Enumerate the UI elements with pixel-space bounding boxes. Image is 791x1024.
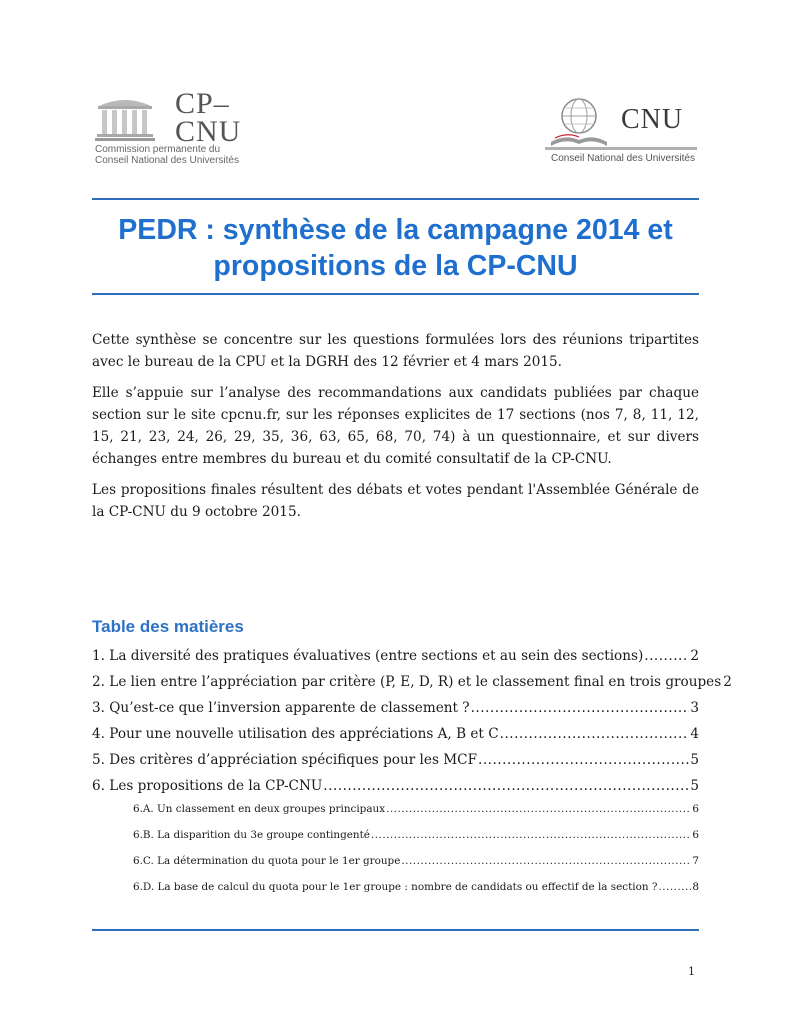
toc-entry-text: 6. Les propositions de la CP-CNU xyxy=(92,778,323,794)
toc-entry[interactable] xyxy=(92,726,699,742)
toc-entry[interactable] xyxy=(92,778,699,794)
toc-entry-page: 2 xyxy=(690,648,699,664)
toc-entry-page: 4 xyxy=(690,726,699,742)
toc-subentry[interactable] xyxy=(133,855,699,867)
globe-book-icon xyxy=(545,94,611,150)
cp-cnu-logo-subtitle xyxy=(95,144,239,166)
toc-leader xyxy=(658,881,691,893)
toc-entry-page: 3 xyxy=(690,700,699,716)
toc-leader xyxy=(644,648,689,664)
cp-cnu-subtitle-line1: Commission permanente du xyxy=(95,144,221,155)
cnu-logo-subtitle: Conseil National des Universités xyxy=(551,153,695,164)
toc-entry-page: 5 xyxy=(690,778,699,794)
cp-cnu-logo xyxy=(93,87,263,170)
cp-cnu-logo-title-line2: CNU xyxy=(175,115,242,148)
intro-paragraph-2: Elle s’appuie sur l’analyse des recommandations aux candidats publiées par chaque section sur le site cpcnu.fr, sur les réponses explicites de 17 sections (nos 7, 8, 11, 12, 15, 21, 23, 24, 26, 29, 35, 36, 63, 65, 68, 70, 74) à un questionnaire, et sur divers échanges entre membres du bureau et du comité consultatif de la CP-CNU. xyxy=(92,385,699,467)
cp-cnu-logo-title xyxy=(175,87,242,148)
toc-entry-text: 3. Qu’est-ce que l’inversion apparente de classement ? xyxy=(92,700,470,716)
toc-entry-page: 8 xyxy=(692,881,699,893)
toc-entry[interactable] xyxy=(92,752,699,768)
cnu-logo xyxy=(545,94,705,170)
toc-leader xyxy=(386,803,691,815)
toc-leader xyxy=(478,752,689,768)
toc-subentry[interactable] xyxy=(133,881,699,893)
toc-entry-text: 4. Pour une nouvelle utilisation des appréciations A, B et C xyxy=(92,726,499,742)
toc-entry-text: 6.A. Un classement en deux groupes principaux xyxy=(133,803,386,815)
cp-cnu-logo-title-line1: CP– xyxy=(175,87,230,120)
page-number: 1 xyxy=(688,965,695,978)
toc-leader xyxy=(500,726,690,742)
toc-entry-page: 7 xyxy=(692,855,699,867)
toc-entry-page: 2 xyxy=(723,674,732,690)
toc-entry-text: 6.D. La base de calcul du quota pour le 1er groupe : nombre de candidats ou effectif de la section ? xyxy=(133,881,658,893)
toc-subentry[interactable] xyxy=(133,829,699,841)
toc-entry-text: 1. La diversité des pratiques évaluatives (entre sections et au sein des sections) xyxy=(92,648,644,664)
toc-entry[interactable] xyxy=(92,700,699,716)
toc-entry-text: 6.C. La détermination du quota pour le 1er groupe xyxy=(133,855,401,867)
toc-leader xyxy=(371,829,691,841)
toc-entry-text: 6.B. La disparition du 3e groupe contingenté xyxy=(133,829,370,841)
toc-entry-page: 6 xyxy=(692,829,699,841)
toc-leader xyxy=(401,855,691,867)
cnu-logo-title: CNU xyxy=(621,104,684,135)
title-bottom-rule xyxy=(92,293,699,295)
toc-entry-text: 2. Le lien entre l’appréciation par critère (P, E, D, R) et le classement final en trois groupes xyxy=(92,674,722,690)
intro-paragraph-3: Les propositions finales résultent des débats et votes pendant l'Assemblée Générale de la CP-CNU du 9 octobre 2015. xyxy=(92,482,699,520)
footer-rule xyxy=(92,929,699,931)
intro-paragraph-1: Cette synthèse se concentre sur les questions formulées lors des réunions tripartites avec le bureau de la CPU et la DGRH des 12 février et 4 mars 2015. xyxy=(92,332,699,370)
document-title xyxy=(92,212,699,284)
cnu-logo-bar xyxy=(545,147,697,150)
toc-leader xyxy=(323,778,689,794)
document-title-line1: PEDR : synthèse de la campagne 2014 et xyxy=(118,214,673,246)
toc-leader xyxy=(471,700,690,716)
toc-entry-page: 6 xyxy=(692,803,699,815)
cp-cnu-subtitle-line2: Conseil National des Universités xyxy=(95,155,239,166)
toc-subentry[interactable] xyxy=(133,803,699,815)
temple-icon xyxy=(95,92,155,142)
title-top-rule xyxy=(92,198,699,200)
toc-entry[interactable] xyxy=(92,674,732,690)
document-title-line2: propositions de la CP-CNU xyxy=(213,250,578,282)
toc-entry-text: 5. Des critères d’appréciation spécifiques pour les MCF xyxy=(92,752,477,768)
toc-heading: Table des matières xyxy=(92,617,244,636)
toc-entry[interactable] xyxy=(92,648,699,664)
toc-entry-page: 5 xyxy=(690,752,699,768)
